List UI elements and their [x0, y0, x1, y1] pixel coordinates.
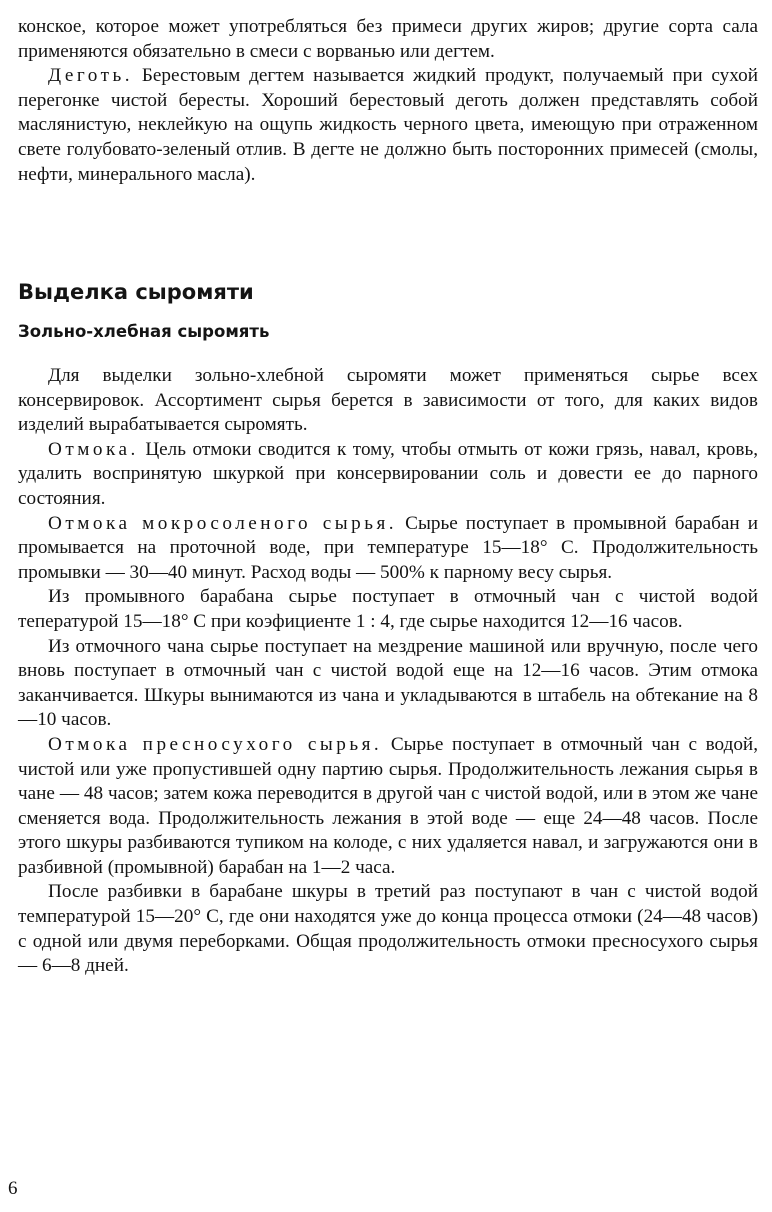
paragraph-text: Для выделки зольно-хлебной сыромяти может применяться сырье всех консервировок. Ассортимент сырья берется в зависимости от того, для каких видов изделий вырабатывается сыромять.: [18, 365, 758, 436]
paragraph-text: Из промывного барабана сырье поступает в отмочный чан с чистой водой тепературой 15—18° С при коэфициенте 1 : 4, где сырье находится 12—16 часов.: [18, 586, 758, 632]
paragraph-fleshing: [18, 635, 758, 733]
paragraph-soaking: [18, 438, 758, 512]
paragraph-lead: Отмока пресносухого сырья.: [48, 733, 383, 755]
paragraph-text: Цель отмоки сводится к тому, чтобы отмыть от кожи грязь, навал, кровь, удалить воспринятую шкуркой при консервировании соль и довести ее до парного состояния.: [18, 438, 758, 509]
paragraph-dry-raw: [18, 733, 758, 881]
subsection-heading: Зольно-хлебная сыромять: [18, 322, 270, 341]
paragraph-text: конское, которое может употребляться без примеси других жиров; другие сорта сала применяются обязательно в смеси с ворванью или дегтем.: [18, 16, 758, 62]
page-number: 6: [8, 1178, 18, 1199]
paragraph-final-soak: [18, 880, 758, 978]
top-text-block: [18, 15, 758, 187]
paragraph-intro: [18, 364, 758, 438]
paragraph-text: После разбивки в барабане шкуры в третий раз поступают в чан с чистой водой температурой 15—20° С, где они находятся уже до конца процесса отмоки (24—48 часов) с одной или двумя переборками. Общая продолжительность отмоки пресносухого сырья — 6—8 дней.: [18, 881, 758, 977]
paragraph-text: Из отмочного чана сырье поступает на мездрение машиной или вручную, после чего вновь поступает в отмочный чан с чистой водой еще на 12—16 часов. Этим отмока заканчивается. Шкуры вынимаются из чана и укладываются в штабель на обтекание на 8—10 часов.: [18, 635, 758, 731]
paragraph-fats-continuation: [18, 15, 758, 64]
paragraph-text: Сырье поступает в промывной барабан и промывается на проточной воде, при температуре 15—18° С. Продолжительность промывки — 30—40 минут. Расход воды — 500% к парному весу сырья.: [18, 512, 758, 583]
main-text-block: [18, 364, 758, 979]
paragraph-wet-salted: [18, 512, 758, 586]
paragraph-soak-vat: [18, 585, 758, 634]
paragraph-text: Сырье поступает в отмочный чан с водой, чистой или уже пропустившей одну партию сырья. Продолжительность лежания сырья в чане — 48 часов; затем кожа переводится в другой чан с чистой водой, или в этом же чане сменяется вода. Продолжительность лежания в этой воде — еще 24—48 часов. После этого шкуры разбиваются тупиком на колоде, с них удаляется навал, и загружаются они в разбивной (промывной) барабан на 1—2 часа.: [18, 733, 759, 878]
paragraph-lead: Отмока.: [48, 438, 139, 460]
section-heading: Выделка сыромяти: [18, 280, 254, 304]
paragraph-lead: Деготь.: [48, 65, 134, 87]
paragraph-tar: [18, 64, 758, 187]
paragraph-text: Берестовым дегтем называется жидкий продукт, получаемый при сухой перегонке чистой бересты. Хороший берестовый деготь должен представлять собой маслянистую, неклейкую на ощупь жидкость черного цвета, имеющую при отраженном свете голубовато-зеленый отлив. В дегте не должно быть посторонних примесей (смолы, нефти, минерального масла).: [18, 65, 758, 185]
paragraph-lead: Отмока мокросоленого сырья.: [48, 512, 398, 534]
